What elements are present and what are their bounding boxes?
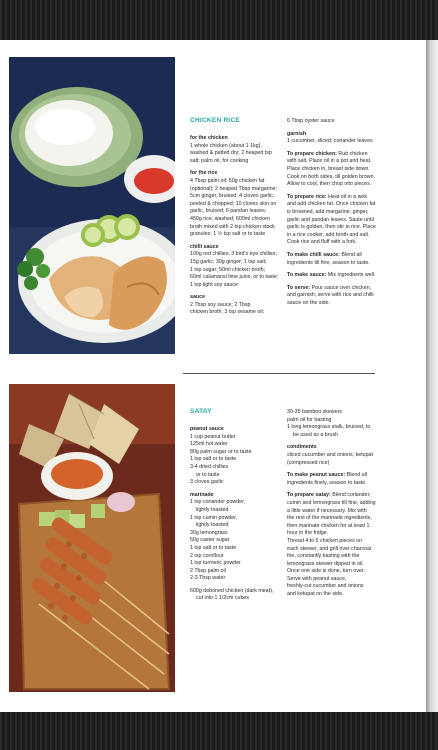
section-divider <box>183 373 375 374</box>
step-text: and add chicken fat. Once chicken fat <box>287 201 376 208</box>
step-label: To make peanut sauce: <box>287 472 346 479</box>
method-step <box>287 492 387 500</box>
page-curl-edge <box>426 40 438 712</box>
ingredient-line: 100g red chillies; 3 bird's eye chillies; <box>190 251 277 258</box>
ingredient-line: 1 tsp salt or to taste <box>190 544 237 551</box>
ingredient-line: 2 Tbsp soy sauce; 2 Tbsp <box>190 301 251 308</box>
ingredient-line: 125ml hot water <box>190 441 228 448</box>
step-text: cumin and lemongrass till fine, adding <box>287 499 376 506</box>
top-frame-bar <box>0 0 438 40</box>
step-label: To prepare chicken: <box>287 150 337 157</box>
step-text: Place chicken in, breast side down. <box>287 165 370 172</box>
ingredient-line: (compressed rice) <box>287 459 330 466</box>
ingredient-line: 80g palm sugar or to taste <box>190 448 252 455</box>
ingredient-line: 1 long lemongrass stalk, bruised, to <box>287 424 371 431</box>
ingredient-line: 1 cucumber, sliced; coriander leaves <box>287 138 373 145</box>
ingredient-heading: marinade <box>190 491 214 498</box>
method-step <box>287 472 387 480</box>
step-text: then marinate chicken for at least 1 <box>287 522 370 529</box>
step-text: garlic and pandan leaves. Saute until <box>287 216 374 223</box>
ingredient-heading: condiments <box>287 444 317 451</box>
ingredient-line: 1 tsp light soy sauce <box>190 281 238 288</box>
ingredient-line: broth mixed with 2 tsp chicken stock <box>190 223 275 230</box>
ingredient-line: 1 cup peanut butter <box>190 433 236 440</box>
step-text: lemongrass skewer dipped in oil. <box>287 560 364 567</box>
satay-ingredients <box>190 426 282 603</box>
step-text: ingredients till fine, season to taste. <box>287 259 370 266</box>
ingredient-line: 2 Tbsp palm oil <box>190 567 226 574</box>
satay-photo <box>9 384 175 692</box>
ingredient-line: garlic, bruised; 6 pandan leaves; <box>190 208 267 215</box>
ingredient-line: 1 tsp coriander powder, <box>190 499 246 506</box>
step-label: To make sauce: <box>287 272 327 279</box>
ingredient-line: salt; palm oil, for cooking <box>190 157 249 164</box>
method-step <box>287 272 387 280</box>
ingredient-heading: chilli sauce <box>190 243 219 250</box>
chicken-rice-ingredients <box>190 135 282 317</box>
ingredient-heading: sauce <box>190 294 206 301</box>
ingredient-line: washed & patted dry; 2 heaped tsp <box>190 150 272 157</box>
ingredient-line: be used as a brush <box>293 431 339 438</box>
step-text: Once one side is done, turn over. <box>287 568 365 575</box>
step-text: is browned, add margarine, ginger, <box>287 208 369 215</box>
cookbook-page <box>0 40 438 712</box>
method-step <box>287 151 387 159</box>
ingredient-line: 60g caster sugar <box>190 537 230 544</box>
ingredient-line: sliced cucumber and onions, ketupat <box>287 451 373 458</box>
step-text: Blend all <box>345 472 367 479</box>
step-text: with salt. Place oil in a pot and heat. <box>287 158 372 165</box>
ingredient-line: 600g deboned chicken (dark meat), <box>190 587 274 594</box>
bottom-frame-bar <box>0 712 438 750</box>
step-label: To prepare rice: <box>287 193 327 200</box>
step-text: Rub chicken <box>336 150 368 157</box>
step-text: Thread 4 to 5 chicken pieces on <box>287 537 363 544</box>
ingredient-line: 6 Tbsp oyster sauce <box>287 118 335 124</box>
step-text: and ketupat on the side. <box>287 591 344 598</box>
ingredient-line: 1 tsp sugar; 50ml chicken broth; <box>190 266 266 273</box>
ingredient-line: 3-4 dried chillies <box>190 463 229 470</box>
ingredient-line: chicken broth; 3 tsp sesame oil; <box>190 309 265 316</box>
ingredient-line: 30g lemongrass <box>190 529 228 536</box>
satay-method <box>287 409 387 599</box>
ingredient-heading: garnish <box>287 130 307 137</box>
method-step <box>287 252 387 260</box>
chicken-rice-title: CHICKEN RICE <box>190 117 241 124</box>
ingredient-heading: for the rice <box>190 170 218 177</box>
step-text: and garnish; serve with rice and chilli <box>287 292 374 299</box>
ingredient-line: 1 tsp cumin powder, <box>190 514 238 521</box>
ingredient-line: lightly toasted <box>196 522 229 529</box>
step-text: Allow to cool, then chop into pieces. <box>287 181 372 188</box>
ingredient-heading: for the chicken <box>190 135 228 141</box>
step-text: freshly-cut cucumber and onions <box>287 583 364 590</box>
ingredient-line: 15g garlic; 30g ginger; 1 tsp salt; <box>190 258 267 265</box>
ingredient-line: 5cm ginger, bruised; 4 cloves garlic, <box>190 193 275 200</box>
ingredient-line: palm oil for basting <box>287 416 332 423</box>
ingredient-line: 1 tsp salt or to taste <box>190 456 237 463</box>
chicken-rice-method <box>287 118 387 307</box>
step-text: Serve with peanut sauce, <box>287 575 347 582</box>
step-text: the rest of the marinade ingredients, <box>287 515 372 522</box>
ingredient-line: 2 tsp cornflour <box>190 552 224 559</box>
ingredient-line: 450g rice, washed; 600ml chicken <box>190 215 270 222</box>
ingredient-line: 1 whole chicken (about 1 1kg), <box>190 142 262 149</box>
method-step <box>287 194 387 202</box>
step-text: Blend coriander, <box>330 492 371 499</box>
ingredient-line: cut into 1 1/2cm cubes <box>196 595 249 602</box>
ingredient-line: (optional); 2 heaped Tbsp margarine; <box>190 185 278 192</box>
step-text: fire, constantly basting with the <box>287 553 360 560</box>
step-text: hour in the fridge. <box>287 530 329 537</box>
ingredient-line: 60ml calamansi lime juice, or to taste; <box>190 274 279 281</box>
satay-title: SATAY <box>190 408 212 415</box>
step-text: Cook on both sides, till golden brown. <box>287 173 376 180</box>
step-text: sauce on the side. <box>287 299 330 306</box>
ingredient-line: granules; 1 ½ tsp salt or to taste <box>190 231 266 238</box>
step-text: in a rice cooker, add broth and salt. <box>287 231 370 238</box>
ingredient-heading: peanut sauce <box>190 426 224 432</box>
step-text: Mix ingredients well. <box>326 272 376 279</box>
ingredient-line: 1 tsp turmeric powder <box>190 560 241 567</box>
step-text: Heat oil in a wok <box>326 193 367 200</box>
method-step <box>287 285 387 293</box>
step-label: To serve: <box>287 284 311 291</box>
step-text: Blend all <box>339 251 362 258</box>
ingredient-line: 3 cloves garlic <box>190 479 224 486</box>
step-text: garlic is golden, then stir in rice. Place <box>287 224 376 231</box>
ingredient-line: 2-3 Tbsp water <box>190 575 226 582</box>
step-text: each skewer, and grill over charcoal <box>287 545 372 552</box>
step-label: To prepare satay: <box>287 492 331 499</box>
step-text: Cook rice and fluff with a fork. <box>287 239 357 246</box>
step-text: a little water if necessary. Mix with <box>287 507 367 514</box>
ingredient-line: 30-35 bamboo skewers <box>287 409 343 415</box>
ingredient-line: peeled & chopped; 10 cloves skin on <box>190 200 277 207</box>
step-text: ingredients finely, season to taste. <box>287 479 367 486</box>
ingredient-line: or to taste <box>196 471 220 478</box>
ingredient-line: lightly toasted <box>196 506 229 513</box>
step-text: Pour sauce over chicken, <box>310 284 372 291</box>
chicken-rice-photo <box>9 57 175 354</box>
step-label: To make chilli sauce: <box>287 251 340 258</box>
ingredient-line: 4 Tbsp palm oil; 50g chicken fat <box>190 177 265 184</box>
